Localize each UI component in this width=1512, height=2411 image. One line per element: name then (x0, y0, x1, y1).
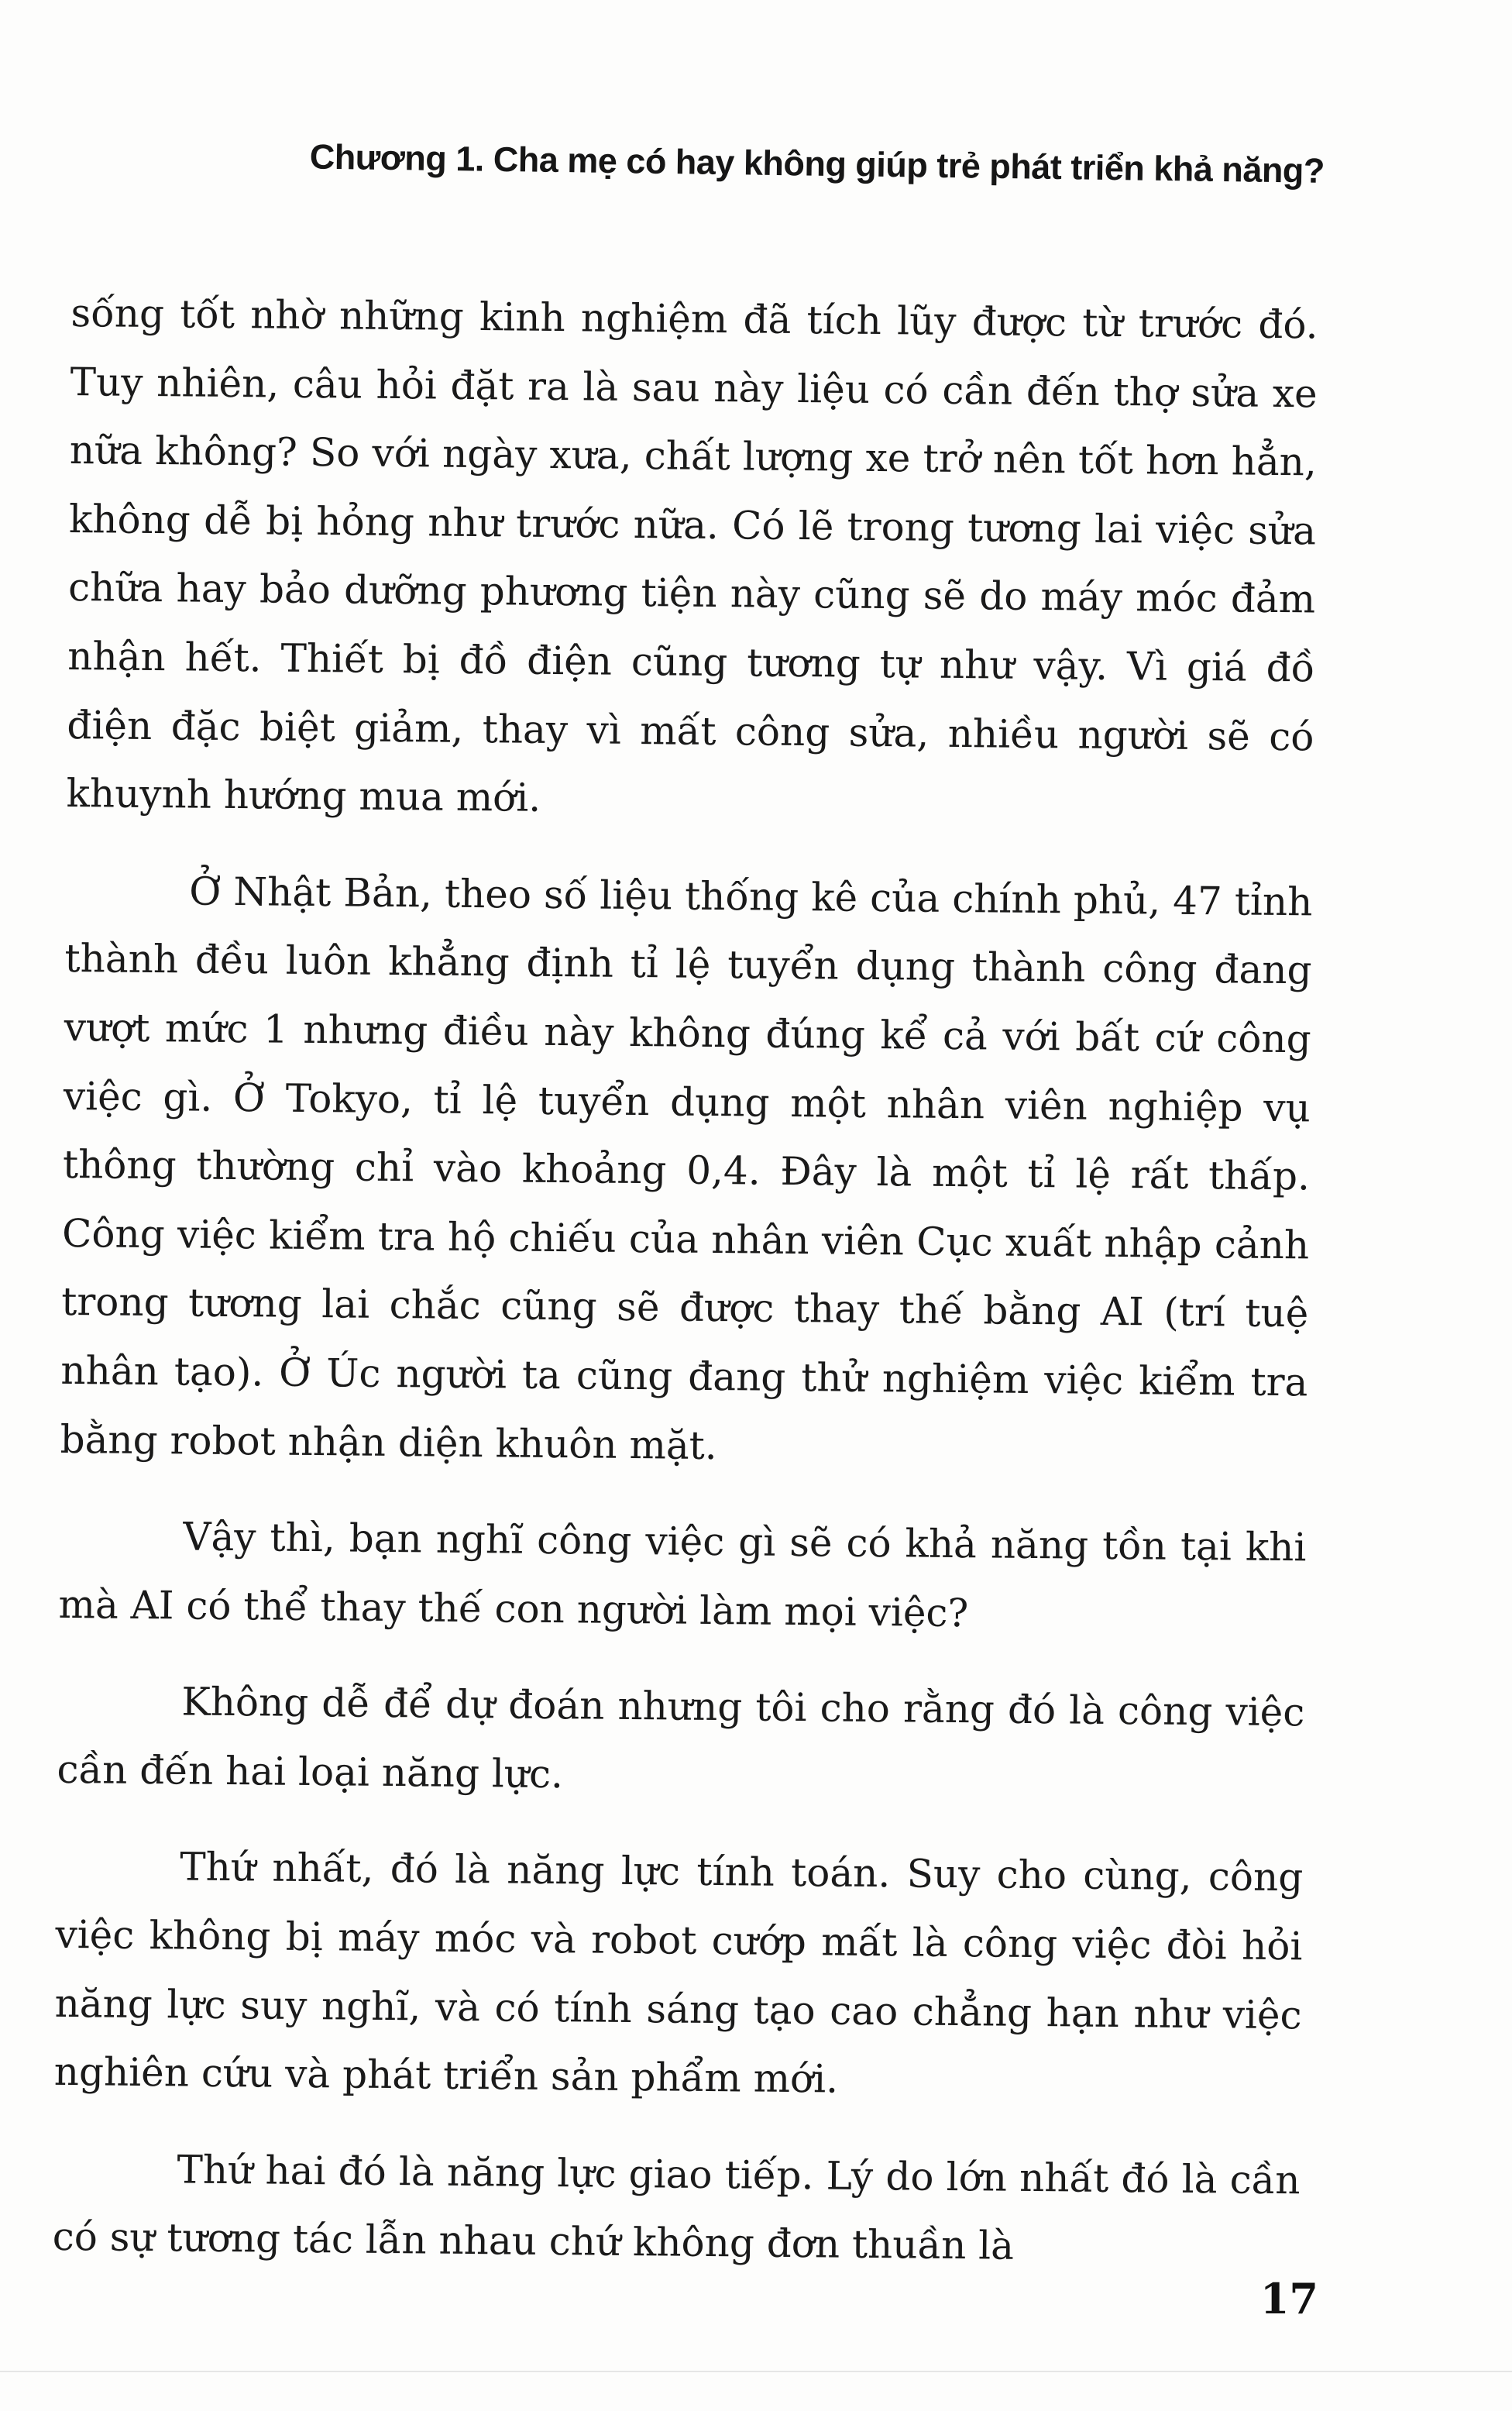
page-number: 17 (1259, 2274, 1318, 2323)
paragraph: sống tốt nhờ những kinh nghiệm đã tích lũy được từ trước đó. Tuy nhiên, câu hỏi đặt ra là sau này liệu có cần đến thợ sửa xe nữa không? So với ngày xưa, chất lượng xe trở nên tốt hơn hẳn, không dễ bị hỏng như trước nữa. Có lẽ trong tương lai việc sửa chữa hay bảo dưỡng phương tiện này cũng sẽ do máy móc đảm nhận hết. Thiết bị đồ điện cũng tương tự như vậy. Vì giá đồ điện đặc biệt giảm, thay vì mất công sửa, nhiều người sẽ có khuynh hướng mua mới. (66, 290, 1318, 821)
paragraph: Vậy thì, bạn nghĩ công việc gì sẽ có khả năng tồn tại khi mà AI có thể thay thế con người làm mọi việc? (58, 1514, 1307, 1635)
paragraph: Không dễ để dự đoán nhưng tôi cho rằng đó là công việc cần đến hai loại năng lực. (57, 1679, 1305, 1797)
page-edge-divider (0, 2371, 1512, 2372)
body-text (52, 279, 1318, 2311)
paragraph: Thứ hai đó là năng lực giao tiếp. Lý do lớn nhất đó là cần có sự tương tác lẫn nhau chứ không đơn thuần là (52, 2147, 1301, 2269)
paragraph: Thứ nhất, đó là năng lực tính toán. Suy cho cùng, công việc không bị máy móc và robot cướp mất là công việc đòi hỏi năng lực suy nghĩ, và có tính sáng tạo cao chẳng hạn như việc nghiên cứu và phát triển sản phẩm mới. (53, 1844, 1304, 2102)
paragraph: Ở Nhật Bản, theo số liệu thống kê của chính phủ, 47 tỉnh thành đều luôn khẳng định tỉ lệ tuyển dụng thành công đang vượt mức 1 nhưng điều này không đúng kể cả với bất cứ công việc gì. Ở Tokyo, tỉ lệ tuyển dụng một nhân viên nghiệp vụ thông thường chỉ vào khoảng 0,4. Đây là một tỉ lệ rất thấp. Công việc kiểm tra hộ chiếu của nhân viên Cục xuất nhập cảnh trong tương lai chắc cũng sẽ được thay thế bằng AI (trí tuệ nhân tạo). Ở Úc người ta cũng đang thử nghiệm việc kiểm tra bằng robot nhận diện khuôn mặt. (60, 868, 1313, 1468)
running-header-chapter-title: Chương 1. Cha mẹ có hay không giúp trẻ phát triển khả năng? (309, 136, 1325, 191)
